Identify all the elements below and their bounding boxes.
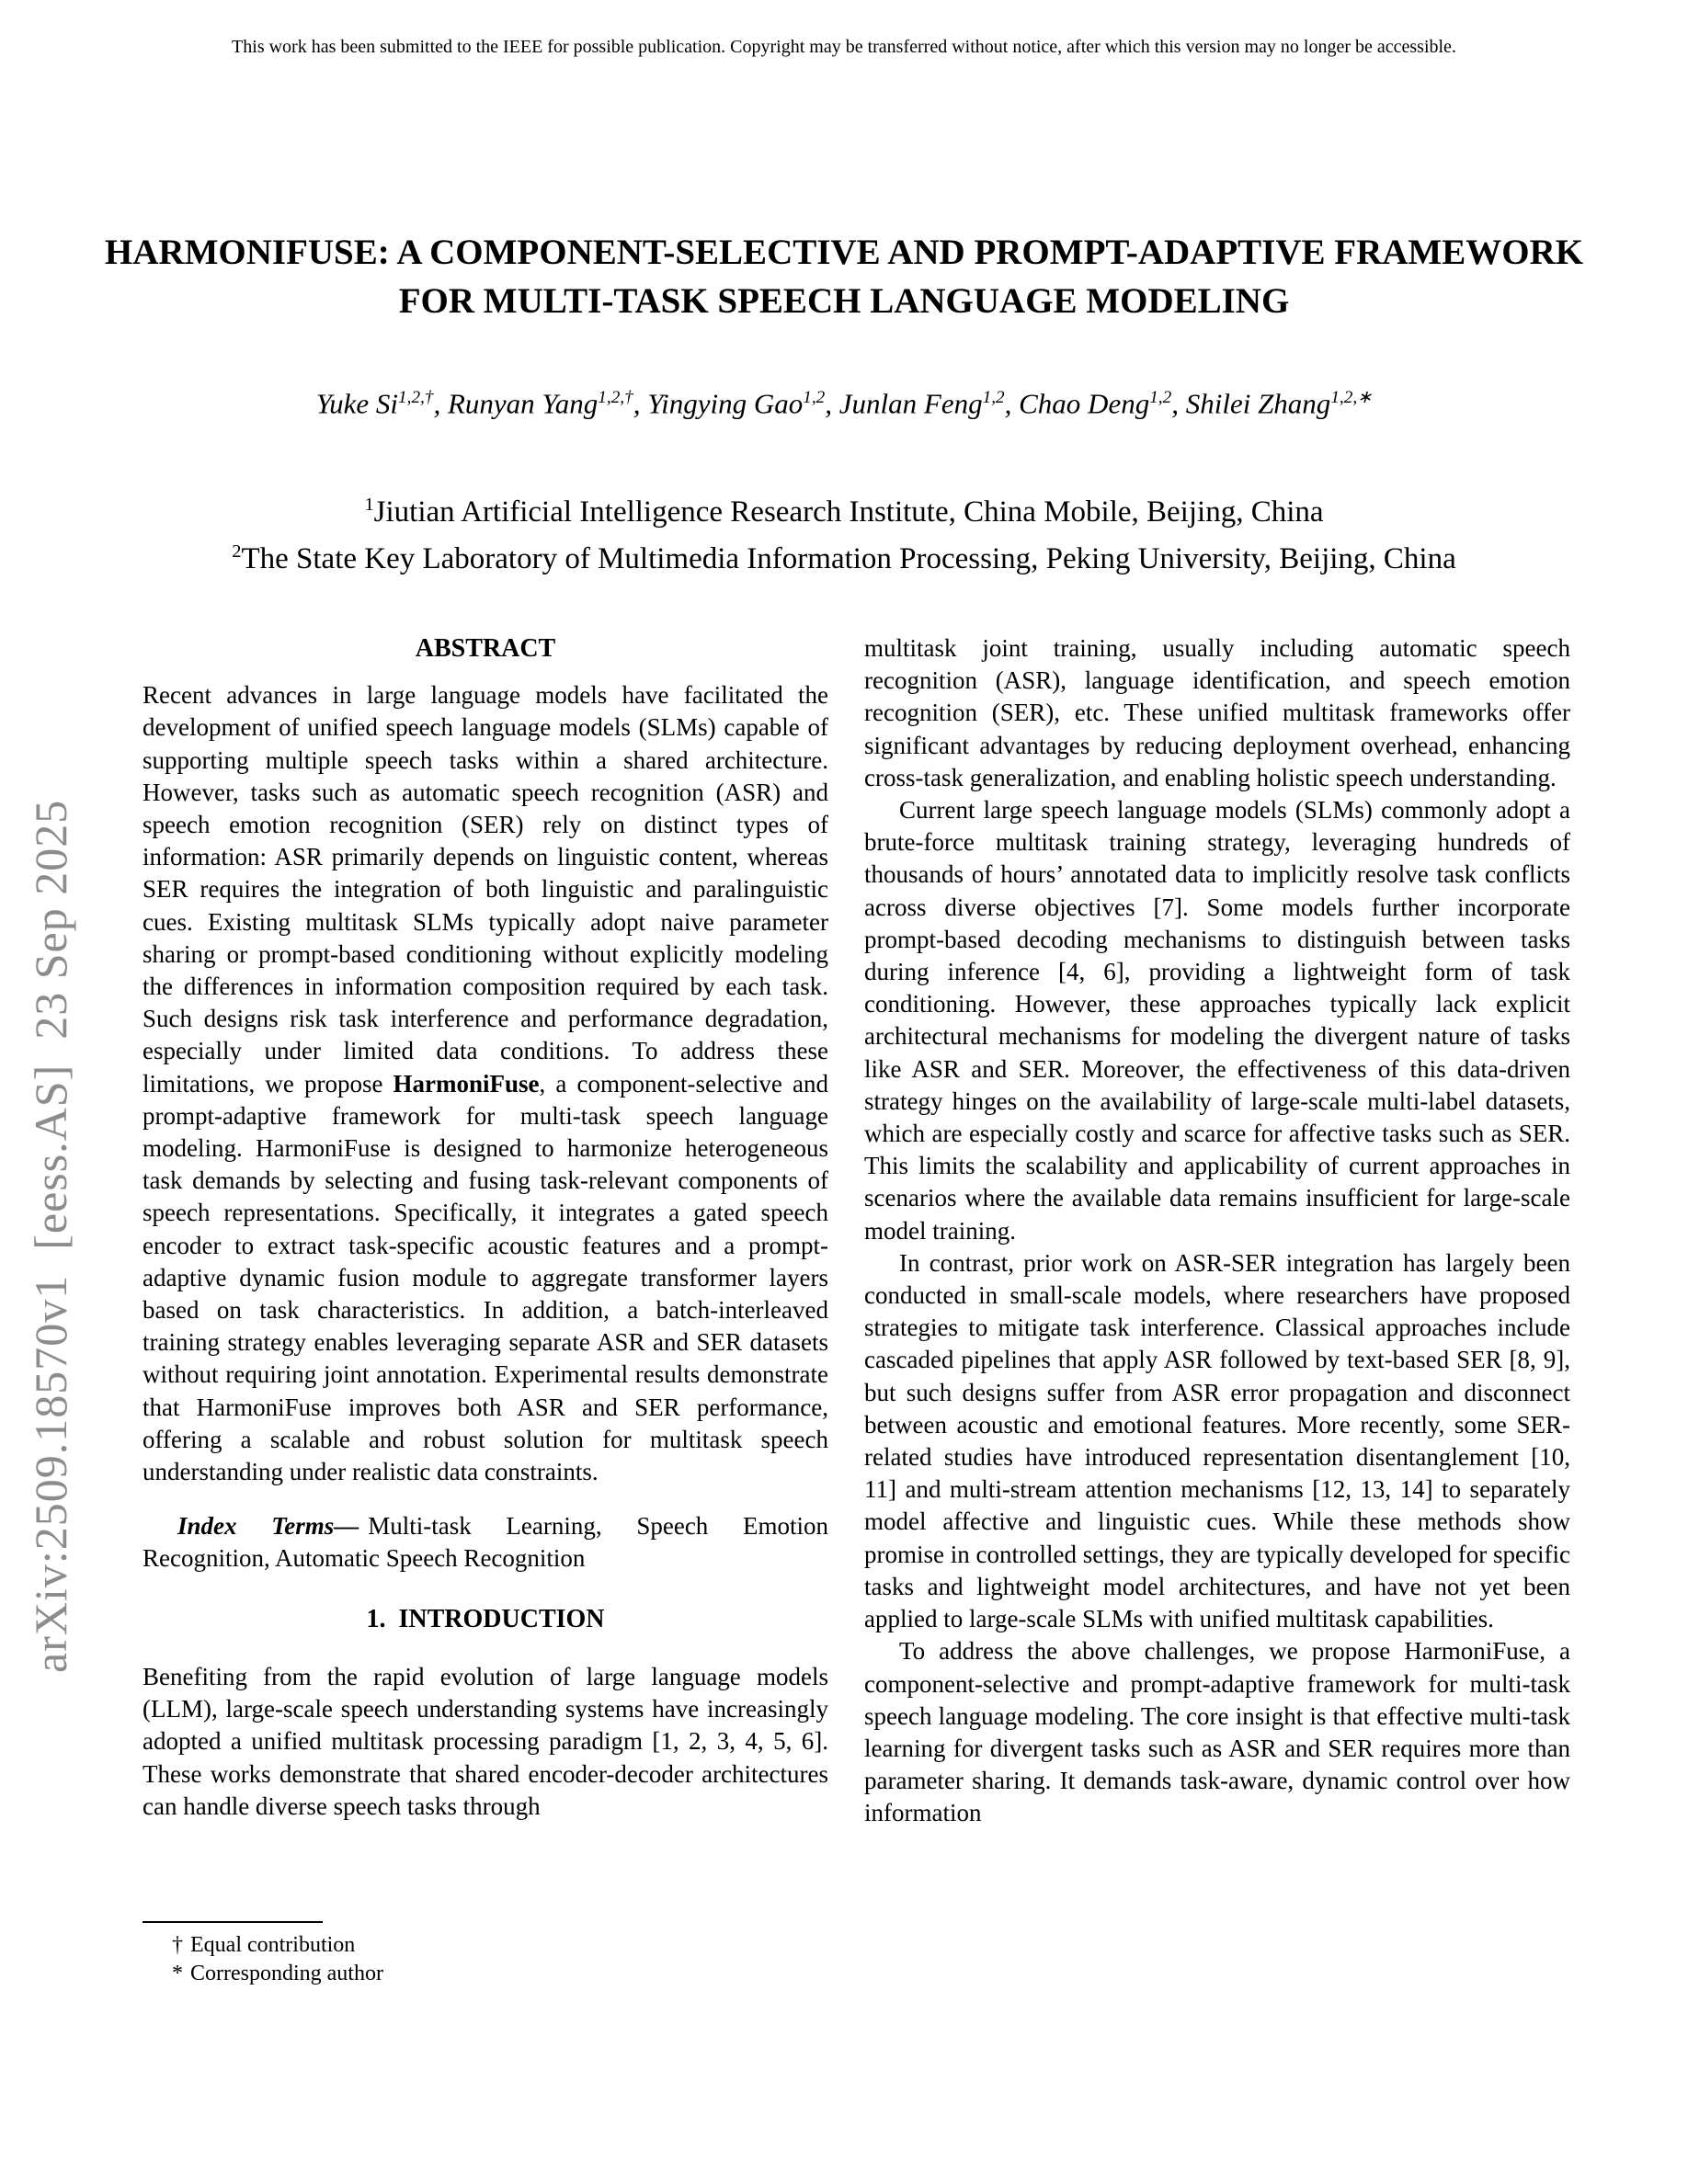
- author-superscript: 1,2,†: [398, 388, 434, 407]
- author-name: Chao Deng: [1019, 387, 1150, 420]
- affiliation-2: [0, 532, 1688, 579]
- author-name: Junlan Feng: [838, 387, 983, 420]
- footnote-corresponding-author: [143, 1960, 828, 1988]
- ieee-submission-notice: This work has been submitted to the IEEE for possible publication. Copyright may be transferred without notice, after which this version may no longer be accessible.: [232, 37, 1456, 57]
- abstract-paragraph: [143, 679, 828, 1488]
- paper-title-line-1: HARMONIFUSE: A COMPONENT-SELECTIVE AND PROMPT-ADAPTIVE FRAMEWORK: [104, 233, 1584, 272]
- author-separator: ,: [1004, 387, 1020, 420]
- affiliation-superscript: 1: [364, 495, 374, 515]
- affiliations: [0, 485, 1688, 579]
- left-column: [143, 632, 828, 1823]
- author-superscript: 1,2: [982, 388, 1005, 407]
- paper-title: [92, 228, 1596, 325]
- author-superscript: 1,2: [1149, 388, 1172, 407]
- footnote-rule: [143, 1921, 323, 1923]
- right-column: [864, 632, 1570, 1830]
- footnote-text: Equal contribution: [190, 1933, 356, 1957]
- author-name: Yuke Si: [315, 387, 399, 420]
- body-paragraph-3: In contrast, prior work on ASR-SER integration has largely been conducted in small-scale models, where researchers have proposed strategies to mitigate task interference. Classical approaches include cascaded pipelines that apply ASR followed by text-based SER [8, 9], but such designs suffer from ASR error propagation and disconnect between acoustic and emotional features. More recently, some SER-related studies have introduced representation disentanglement [10, 11] and multi-stream attention mechanisms [12, 13, 14] to separately model affective and linguistic cues. While these methods show promise in controlled settings, they are typically developed for specific tasks and lightweight model architectures, and have not yet been applied to large-scale SLMs with unified multitask capabilities.: [864, 1248, 1570, 1633]
- author-name: Shilei Zhang: [1185, 387, 1331, 420]
- index-terms-text: Multi-task Learning, Speech Emotion Recognition, Automatic Speech Recognition: [143, 1512, 828, 1573]
- index-terms: [143, 1510, 828, 1575]
- abstract-bold-term: HarmoniFuse: [393, 1069, 540, 1098]
- abstract-text-before: Recent advances in large language models have facilitated the development of unified speech language models (SLMs) capable of supporting multiple speech tasks within a shared architecture. However, tasks such as automatic speech recognition (ASR) and speech emotion recognition (SER) rely on distinct types of information: ASR primarily depends on linguistic content, whereas SER requires the integration of both linguistic and paralinguistic cues. Existing multitask SLMs typically adopt naive parameter sharing or prompt-based conditioning without explicitly modeling the differences in information composition required by each task. Such designs risk task interference and performance degradation, especially under limited data conditions. To address these limitations, we propose: [143, 681, 828, 1098]
- author-superscript: 1,2: [803, 388, 826, 407]
- arxiv-watermark: arXiv:2509.18570v1 [eess.AS] 23 Sep 2025: [25, 799, 76, 1673]
- asterisk-marker: *: [172, 1962, 183, 1985]
- author-superscript: 1,2,∗: [1330, 388, 1373, 407]
- body-paragraph-4: To address the above challenges, we propose HarmoniFuse, a component-selective and prompt-adaptive framework for multi-task speech language modeling. The core insight is that effective multi-task learning for divergent tasks such as ASR and SER requires more than parameter sharing. It demands task-aware, dynamic control over how information: [864, 1637, 1570, 1827]
- author-separator: ,: [1171, 387, 1186, 420]
- footnote-text: Corresponding author: [190, 1962, 383, 1985]
- author-name: Runyan Yang: [447, 387, 599, 420]
- abstract-heading: ABSTRACT: [415, 634, 556, 663]
- affiliation-text: The State Key Laboratory of Multimedia Information Processing, Peking University, Beijing, China: [241, 542, 1456, 575]
- author-superscript: 1,2,†: [598, 388, 633, 407]
- author-separator: ,: [433, 387, 448, 420]
- body-paragraph-1: multitask joint training, usually including automatic speech recognition (ASR), language identification, and speech emotion recognition (SER), etc. These unified multitask frameworks offer significant advantages by reducing deployment overhead, enhancing cross-task generalization, and enabling holistic speech understanding.: [864, 634, 1570, 791]
- introduction-heading: 1. INTRODUCTION: [366, 1604, 605, 1633]
- intro-paragraph: Benefiting from the rapid evolution of large language models (LLM), large-scale speech understanding systems have increasingly adopted a unified multitask processing paradigm [1, 2, 3, 4, 5, 6]. These works demonstrate that shared encoder-decoder architectures can handle diverse speech tasks through: [143, 1662, 828, 1820]
- affiliation-1: [0, 485, 1688, 532]
- dagger-marker: †: [172, 1933, 183, 1957]
- author-name: Yingying Gao: [647, 387, 804, 420]
- footnote-block: [143, 1921, 828, 1988]
- footnote-equal-contribution: [143, 1931, 828, 1960]
- author-separator: ,: [633, 387, 648, 420]
- author-separator: ,: [825, 387, 839, 420]
- affiliation-text: Jiutian Artificial Intelligence Research Institute, China Mobile, Beijing, China: [373, 495, 1324, 529]
- paper-title-line-2: FOR MULTI-TASK SPEECH LANGUAGE MODELING: [398, 281, 1290, 321]
- index-terms-label: Index Terms—: [177, 1512, 359, 1541]
- affiliation-superscript: 2: [232, 541, 242, 562]
- body-paragraph-2: Current large speech language models (SLMs) commonly adopt a brute-force multitask training strategy, leveraging hundreds of thousands of hours’ annotated data to implicitly resolve task conflicts across diverse objectives [7]. Some models further incorporate prompt-based decoding mechanisms to distinguish between tasks during inference [4, 6], providing a lightweight form of task conditioning. However, these approaches typically lack explicit architectural mechanisms for modeling the divergent nature of tasks like ASR and SER. Moreover, the effectiveness of this data-driven strategy hinges on the availability of large-scale multi-label datasets, which are especially costly and scarce for affective tasks such as SER. This limits the scalability and applicability of current approaches in scenarios where the available data remains insufficient for large-scale model training.: [864, 796, 1570, 1245]
- author-list: [0, 386, 1688, 420]
- abstract-text-after: , a component-selective and prompt-adaptive framework for multi-task speech language modeling. HarmoniFuse is designed to harmonize heterogeneous task demands by selecting and fusing task-relevant components of speech representations. Specifically, it integrates a gated speech encoder to extract task-specific acoustic features and a prompt-adaptive dynamic fusion module to aggregate transformer layers based on task characteristics. In addition, a batch-interleaved training strategy enables leveraging separate ASR and SER datasets without requiring joint annotation. Experimental results demonstrate that HarmoniFuse improves both ASR and SER performance, offering a scalable and robust solution for multitask speech understanding under realistic data constraints.: [143, 1069, 828, 1486]
